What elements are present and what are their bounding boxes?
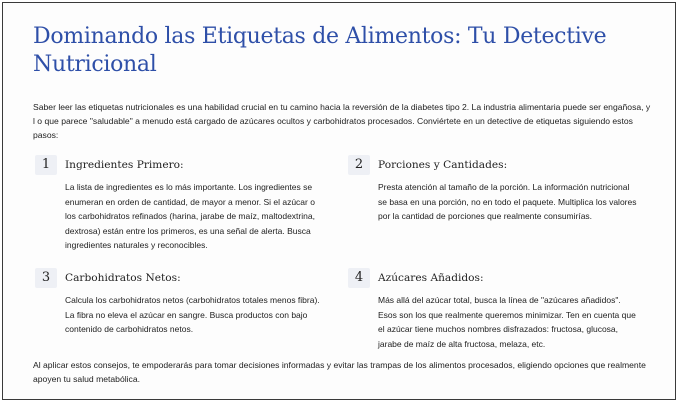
closing-paragraph: Al aplicar estos consejos, te empoderarás para tomar decisiones informadas y evitar las trampas de los alimentos procesados, eligiendo opciones que realmente apoyen tu salud metabólica. — [33, 360, 646, 384]
intro-paragraph: Saber leer las etiquetas nutricionales es una habilidad crucial en tu camino hacia la reversión de la diabetes tipo 2. La industria alimentaria puede ser engañosa, y l o que parece "saludable" a menudo está cargado de azúcares ocultos y carbohidratos procesados. Conviértete en un detective de etiquetas siguiendo estos pasos: — [33, 102, 651, 140]
step-body: Más allá del azúcar total, busca la línea de "azúcares añadidos". Esos son los que realmente queremos minimizar. Ten en cuenta que el azúcar tiene muchos nombres disfrazados: fructosa, glucosa, jarabe de maíz de alta fructosa, melaza, etc. — [378, 295, 636, 349]
step-heading: Ingredientes Primero: — [65, 159, 184, 171]
step-number-badge: 4 — [348, 268, 370, 288]
step-number-badge: 2 — [348, 155, 370, 175]
step-heading: Carbohidratos Netos: — [65, 272, 181, 284]
page-title: Dominando las Etiquetas de Alimentos: Tu Detective Nutricional — [33, 24, 607, 77]
document-page — [2, 2, 676, 400]
step-body: Calcula los carbohidratos netos (carbohidratos totales menos fibra). La fibra no eleva el azúcar en sangre. Busca productos con bajo contenido de carbohidratos netos. — [65, 295, 320, 334]
step-number-badge: 3 — [35, 268, 57, 288]
step-number-badge: 1 — [35, 155, 57, 175]
step-body: Presta atención al tamaño de la porción. La información nutricional se basa en una porción, no en todo el paquete. Multiplica los valores por la cantidad de porciones que realmente consumirías. — [378, 182, 637, 221]
step-heading: Porciones y Cantidades: — [378, 159, 508, 171]
step-body: La lista de ingredientes es lo más importante. Los ingredientes se enumeran en orden de cantidad, de mayor a menor. Si el azúcar o los carbohidratos refinados (harina, jarabe de maíz, maltodextrina, dextrosa) están entre los primeros, es una señal de alerta. Busca ingredientes naturales y reconocibles. — [65, 182, 315, 250]
step-heading: Azúcares Añadidos: — [378, 272, 484, 284]
